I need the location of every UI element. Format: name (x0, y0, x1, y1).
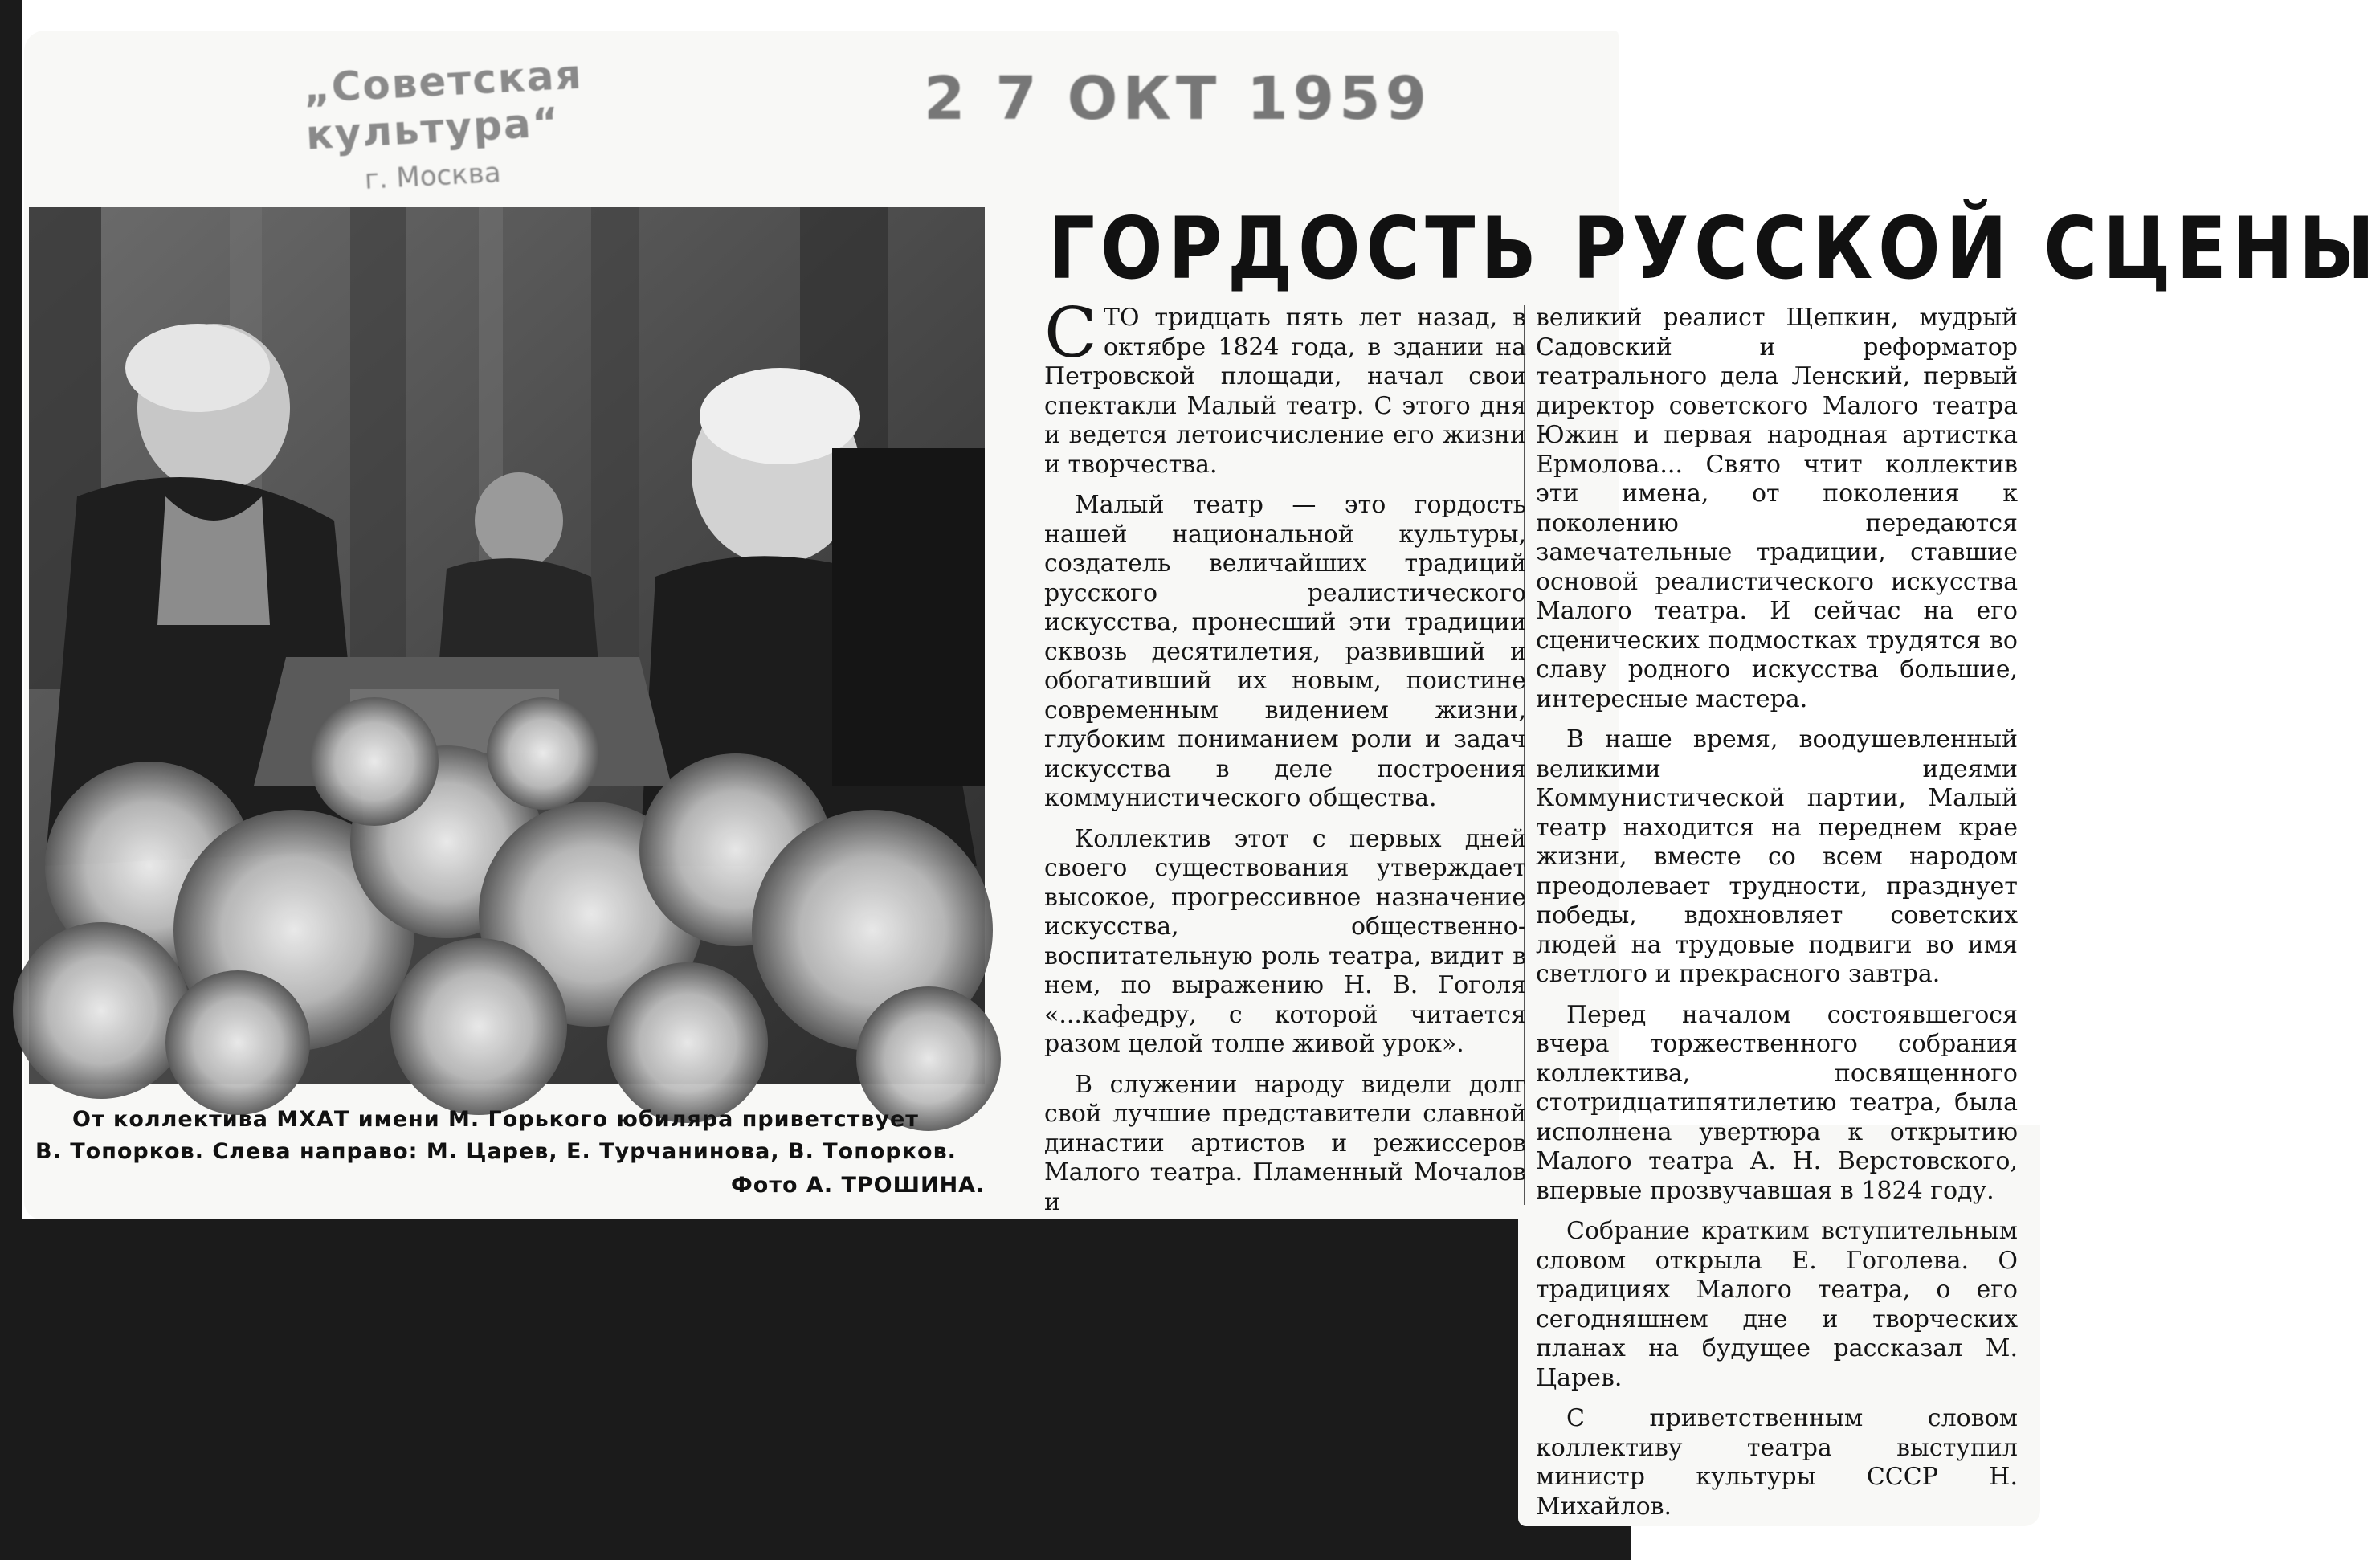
photo-caption (35, 1104, 1015, 1168)
scan-dark-margin-bottom (0, 1219, 1631, 1560)
article-column-2 (1536, 304, 2018, 1533)
photo-illustration (29, 207, 985, 1084)
date-stamp: 2 7 ОКТ 1959 (924, 64, 1432, 133)
paragraph: великий реалист Щепкин, мудрый Садовский и реформатор театрального дела Ленский, первый директор советского Малого театра Южин и первая народная артистка Ермолова... Свято чтит коллектив эти имена, от поколения к поколению передаются замечательные традиции, ставшие основой реалистического искусства Малого театра. И сейчас на его сценических подмостках трудятся во славу родного искусства большие, интересные мастера. (1536, 304, 2018, 713)
source-stamp-title: „Советская культура“ (302, 51, 584, 159)
paragraph: С приветственным словом коллективу театра выступил министр культуры СССР Н. Михайлов. (1536, 1404, 2018, 1521)
paragraph: Собрание кратким вступительным словом открыла Е. Гоголева. О традициях Малого театра, о его сегодняшнем дне и творческих планах на будущее рассказал М. Царев. (1536, 1217, 2018, 1392)
paragraph: В наше время, воодушевленный великими идеями Коммунистической партии, Малый театр находится на переднем крае жизни, вместе со всем народом преодолевает трудности, празднует победы, вдохновляет советских людей на трудовые подвиги во имя светлого и прекрасного завтра. (1536, 725, 2018, 988)
paragraph: Перед началом состоявшегося вчера торжественного собрания коллектива, посвященного стотридцатипятилетию театра, была исполнена увертюра к открытию Малого театра А. Н. Верстовского, впервые прозвучавшая в 1824 году. (1536, 1000, 2018, 1205)
photo-caption-line-2: В. Топорков. Слева направо: М. Царев, Е. Турчанинова, В. Топорков. (35, 1139, 957, 1164)
source-stamp (302, 43, 725, 196)
news-photo (29, 207, 985, 1084)
paragraph (1044, 293, 1526, 480)
paragraph: Малый театр — это гордость нашей национальной культуры, создатель величайших традиций русского реалистического искусства, пронесший эти традиции сквозь десятилетия, развивший и обогативший их новым, поистине современным видением жизни, глубоким пониманием роли и задач искусства в деле построения коммунистического общества. (1044, 491, 1526, 812)
paragraph-text: ТО тридцать пять лет назад, в октябре 1824 года, в здании на Петровской площади, начал свои спектакли Малый театр. С этого дня и ведется летоисчисление его жизни и творчества. (1044, 304, 1526, 479)
paragraph: В служении народу видели долг свой лучшие представители славной династии артистов и режиссеров Малого театра. Пламенный Мочалов и (1044, 1070, 1526, 1216)
paragraph: Коллектив этот с первых дней своего существования утверждает высокое, прогрессивное назначение искусства, общественно-воспитательную роль театра, видит в нем, по выражению Н. В. Гоголя «...кафедру, с которой читается разом целой толпе живой урок». (1044, 824, 1526, 1058)
photo-caption-line-1: От коллектива МХАТ имени М. Горького юбиляра приветствует (72, 1107, 919, 1132)
photo-credit: Фото А. ТРОШИНА. (731, 1173, 986, 1198)
article-column-1 (1044, 293, 1526, 1228)
article-headline: ГОРДОСТЬ РУССКОЙ СЦЕНЫ (1048, 199, 2380, 298)
source-stamp-city: г. Москва (363, 156, 502, 196)
drop-cap: С (1044, 293, 1097, 374)
